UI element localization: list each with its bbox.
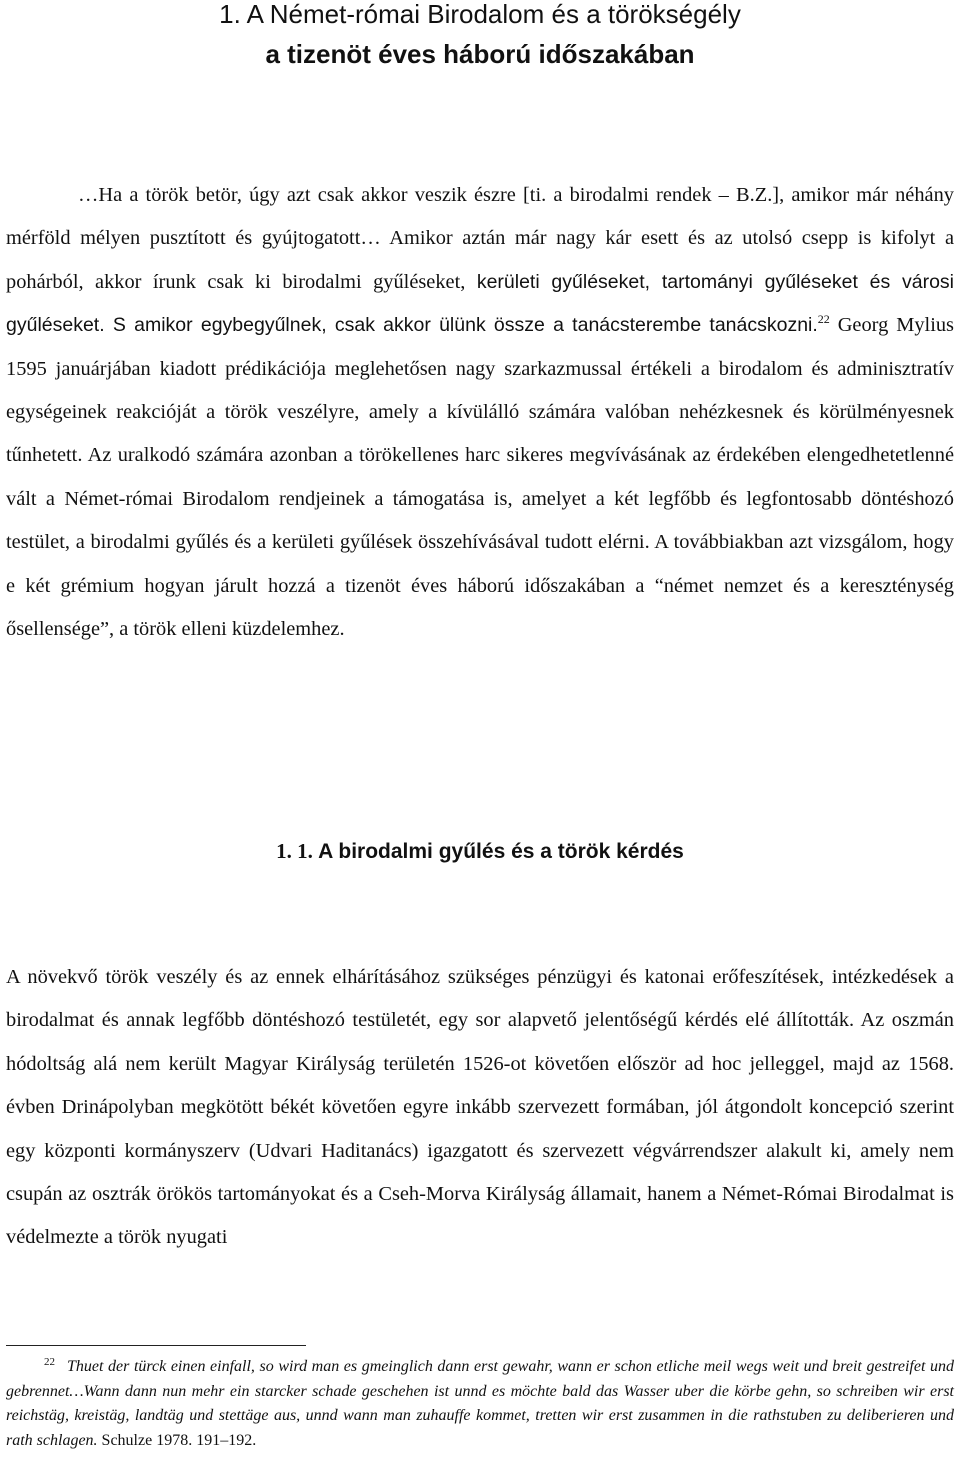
section-heading (6, 831, 954, 872)
chapter-heading (6, 0, 954, 74)
quote-text-serif: …Ha a török betör, úgy azt csak akkor veszik észre [ti. a birodalmi rendek – B.Z.], amikor már néhány mérföld mélyen pusztított és gyújtogatott… Amikor aztán már nagy kár esett és az utolsó csepp is kifolyt a pohárból, akkor írunk csak ki birodalmi gyűléseket, (6, 184, 954, 293)
footnote (6, 1355, 954, 1453)
paragraph-body: Georg Mylius 1595 januárjában kiadott prédikációja meglehetősen nagy szarkazmussal értékeli a birodalom és adminisztratív egységeinek reakcióját a török veszélyre, amely a kívülálló számára valóban nehézkesnek és körülményesnek tűnhetett. Az uralkodó számára azonban a törökellenes harc sikeres megvívásának az érdekében elengedhetetlenné vált a Német-római Birodalom rendjeinek a támogatása is, amelyet a két legfőbb és legfontosabb döntéshozó testület, a birodalmi gyűlés és a kerületi gyűlések összehívásával tudott elérni. A továbbiakban azt vizsgálom, hogy e két grémium hogyan járult hozzá a tizenöt éves háború időszakában a “német nemzet és a kereszténység ősellensége”, a török elleni küzdelemhez. (6, 314, 954, 641)
footnote-citation: Schulze 1978. 191–192. (97, 1431, 257, 1449)
chapter-heading-line-1: 1. A Német-római Birodalom és a törökségély (219, 0, 741, 29)
quote-text-sans: kerületi gyűléseket, tartományi gyűléseket és városi gyűléseket. S amikor egybegyűlnek, csak akkor ülünk össze a tanácsterembe tanácskozni. (6, 270, 954, 337)
footnote-separator (6, 1345, 306, 1346)
footnote-quote: Thuet der türck einen einfall, so wird man es gmeinglich dann erst gewahr, wann er schon etliche meil wegs weit und breit gestreifet und gebrennet…Wann dann nun mehr ein starcker schade geschehen ist unnd es möchte bald das Wasser uber die körbe gehn, so schreiben wir erst reichstäg, kreistäg, landtäg und stettäge aus, unnd wann man zuhauffe kommet, tretten wir erst zusammen in die rathstuben zu deliberieren und rath schlagen. (6, 1358, 954, 1449)
chapter-heading-line-2: a tizenöt éves háború időszakában (265, 39, 695, 69)
opening-paragraph (6, 174, 954, 651)
section-number: 1. 1. (276, 839, 319, 863)
footnote-number: 22 (44, 1355, 55, 1368)
section-paragraph: A növekvő török veszély és az ennek elhárításához szükséges pénzügyi és katonai erőfeszítések, intézkedések a birodalmat és annak legfőbb döntéshozó testületét, egy sor alapvető jelentőségű kérdés elé állították. Az oszmán hódoltság alá nem került Magyar Királyság területén 1526-ot követően először ad hoc jelleggel, majd az 1568. évben Drinápolyban megkötött békét követően egyre inkább szervezett formában, jól átgondolt koncepció szerint egy központi kormányszerv (Udvari Haditanács) igazgatott és szervezett végvárrendszer alakult ki, amely nem csupán az osztrák örökös tartományokat és a Cseh-Morva Királyság államait, hanem a Német-Római Birodalmat is védelmezte a török nyugati (6, 966, 954, 1249)
section-title: A birodalmi gyűlés és a török kérdés (318, 840, 684, 863)
footnote-reference[interactable]: 22 (817, 312, 830, 327)
